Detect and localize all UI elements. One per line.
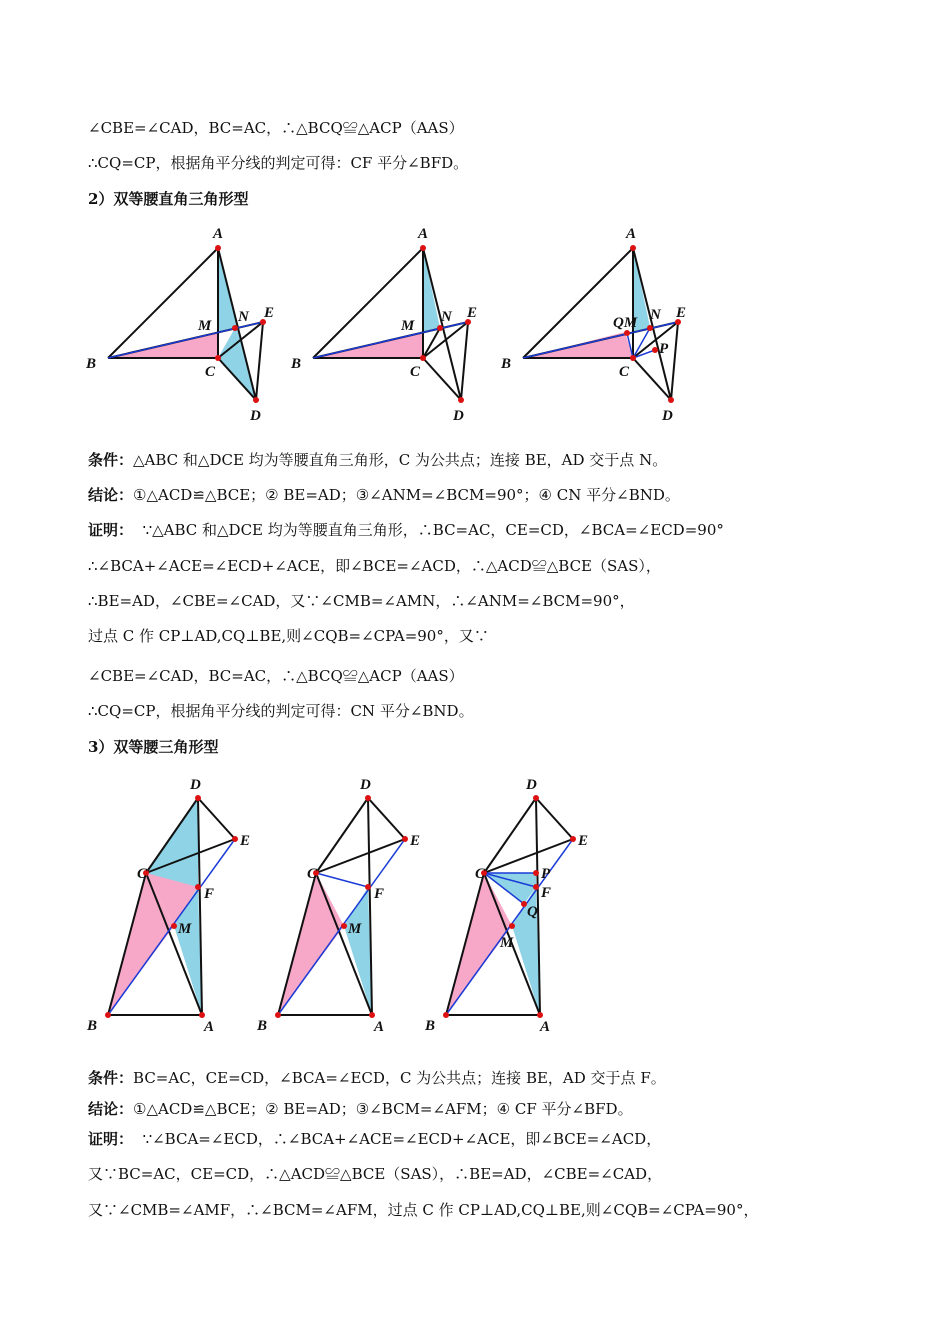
svg-text:A: A (418, 226, 429, 242)
figure-isosceles-2 (250, 772, 440, 1037)
svg-text:A: A (540, 1019, 551, 1035)
svg-text:C: C (619, 364, 630, 380)
figure-isosceles-right-3 (495, 222, 705, 427)
figure-isosceles-3 (418, 772, 608, 1037)
svg-text:E: E (467, 305, 478, 321)
condition-2: 条件：△ABC 和△DCE 均为等腰直角三角形，C 为公共点；连接 BE，AD 交于点 N。 (88, 451, 668, 469)
svg-text:N: N (650, 307, 661, 323)
condition-3: 条件：BC=AC，CE=CD，∠BCA=∠ECD，C 为公共点；连接 BE，AD 交于点 F。 (88, 1069, 666, 1087)
label-B: B (86, 356, 97, 372)
svg-text:A: A (626, 226, 637, 242)
svg-text:D: D (360, 777, 371, 793)
label-E: E (264, 305, 275, 321)
label-D: D (250, 408, 261, 424)
section-heading-2: 2）双等腰直角三角形型 (88, 190, 249, 208)
label-N: N (238, 309, 249, 325)
label-A: A (213, 226, 224, 242)
svg-text:F: F (374, 886, 385, 902)
svg-text:D: D (662, 408, 673, 424)
svg-text:C: C (410, 364, 421, 380)
svg-text:M: M (178, 921, 192, 937)
svg-text:M: M (401, 318, 415, 334)
svg-text:E: E (676, 305, 687, 321)
svg-text:A: A (374, 1019, 385, 1035)
proof-2-line-4: 过点 C 作 CP⊥AD,CQ⊥BE,则∠CQB=∠CPA=90°，又∵ (88, 627, 489, 645)
figure-isosceles-right-1 (80, 222, 290, 427)
proof-3-line-2: 又∵BC=AC，CE=CD，∴△ACD≌△BCE（SAS），∴BE=AD，∠CBE=∠CAD， (88, 1165, 663, 1183)
proof-2-line-5: ∠CBE=∠CAD，BC=AC，∴△BCQ≌△ACP（AAS） (88, 667, 464, 685)
svg-text:Q: Q (527, 904, 538, 920)
proof-line-aas-1: ∠CBE=∠CAD，BC=AC，∴△BCQ≌△ACP（AAS） (88, 119, 464, 137)
proof-3-line-3: 又∵∠CMB=∠AMF，∴∠BCM=∠AFM，过点 C 作 CP⊥AD,CQ⊥BE,则∠CQB=∠CPA=90°， (88, 1201, 759, 1219)
svg-text:C: C (137, 866, 148, 882)
section-heading-3: 3）双等腰三角形型 (88, 738, 219, 756)
proof-2-line-1: 证明： ∵△ABC 和△DCE 均为等腰直角三角形，∴BC=AC，CE=CD，∠BCA=∠ECD=90° (88, 521, 724, 539)
svg-text:A: A (204, 1019, 215, 1035)
label-M: M (198, 318, 212, 334)
svg-text:B: B (257, 1018, 268, 1034)
svg-text:P: P (659, 341, 669, 357)
svg-text:M: M (348, 921, 362, 937)
proof-conclusion-1: ∴CQ=CP，根据角平分线的判定可得：CF 平分∠BFD。 (88, 154, 469, 172)
svg-text:C: C (475, 866, 486, 882)
svg-text:E: E (240, 833, 251, 849)
conclusion-2: 结论：①△ACD≌△BCE；② BE=AD；③∠ANM=∠BCM=90°；④ CN 平分∠BND。 (88, 486, 680, 504)
svg-text:E: E (410, 833, 421, 849)
label-C: C (205, 364, 216, 380)
svg-text:D: D (526, 777, 537, 793)
svg-text:B: B (501, 356, 512, 372)
svg-text:B: B (87, 1018, 98, 1034)
svg-text:B: B (425, 1018, 436, 1034)
svg-text:B: B (291, 356, 302, 372)
svg-text:QM: QM (613, 315, 638, 331)
svg-text:D: D (453, 408, 464, 424)
figure-isosceles-right-2 (285, 222, 495, 427)
figure-isosceles-1 (80, 772, 270, 1037)
proof-2-line-6: ∴CQ=CP，根据角平分线的判定可得：CN 平分∠BND。 (88, 702, 474, 720)
proof-3-line-1: 证明： ∵∠BCA=∠ECD，∴∠BCA+∠ACE=∠ECD+∠ACE，即∠BCE=∠ACD， (88, 1130, 662, 1148)
svg-text:F: F (541, 885, 552, 901)
svg-text:P: P (541, 866, 551, 882)
svg-text:E: E (578, 833, 589, 849)
svg-text:M: M (500, 935, 514, 951)
conclusion-3: 结论：①△ACD≌△BCE；② BE=AD；③∠BCM=∠AFM；④ CF 平分∠BFD。 (88, 1100, 633, 1118)
svg-text:N: N (441, 309, 452, 325)
proof-2-line-3: ∴BE=AD，∠CBE=∠CAD，又∵∠CMB=∠AMN，∴∠ANM=∠BCM=90°， (88, 592, 635, 610)
svg-text:F: F (204, 886, 215, 902)
svg-text:D: D (190, 777, 201, 793)
svg-text:C: C (307, 866, 318, 882)
proof-2-line-2: ∴∠BCA+∠ACE=∠ECD+∠ACE，即∠BCE=∠ACD，∴△ACD≌△BCE（SAS）， (88, 557, 661, 575)
